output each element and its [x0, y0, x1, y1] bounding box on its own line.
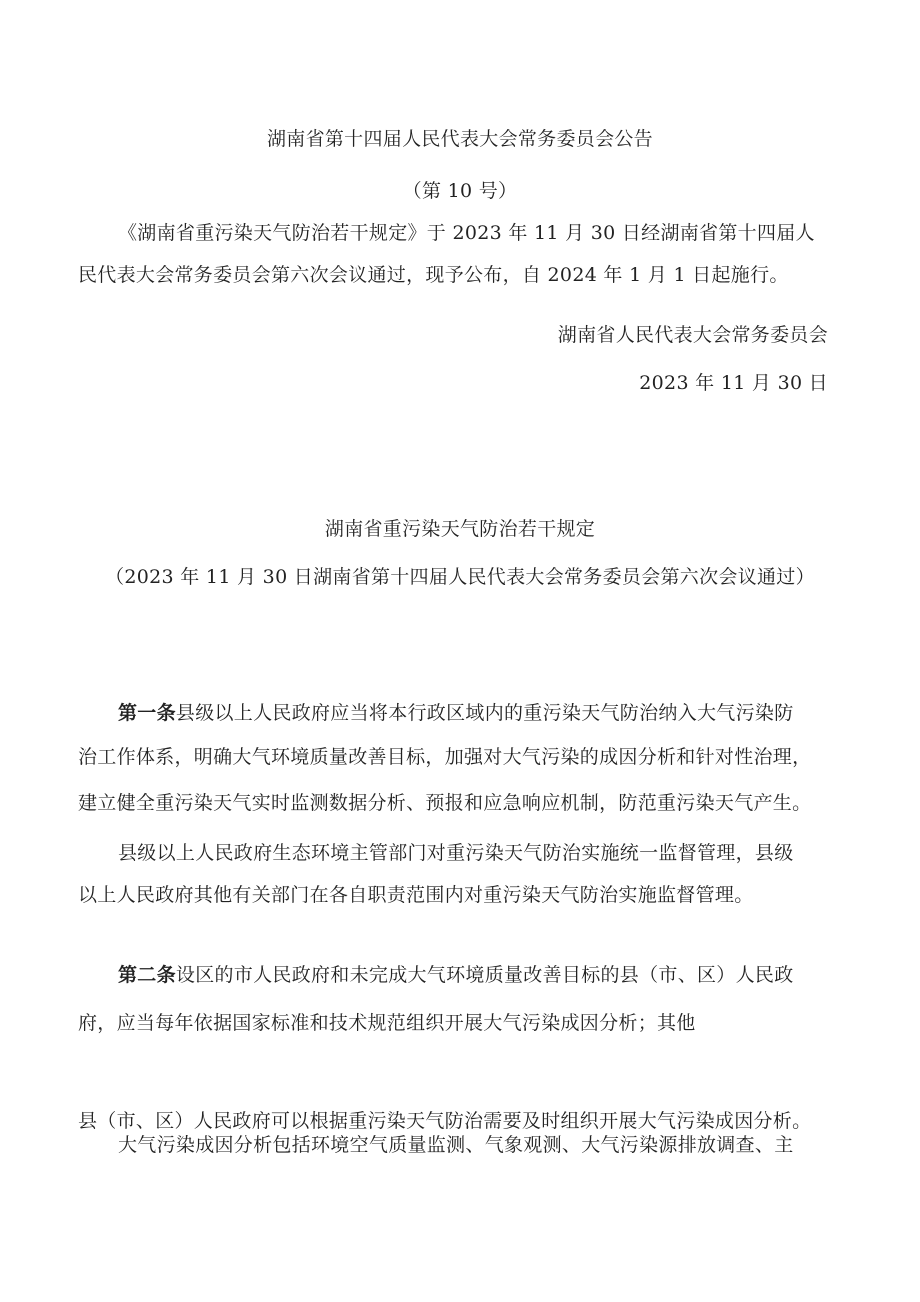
- article-2-text: 设区的市人民政府和未完成大气环境质量改善目标的县（市、区）人民政: [175, 964, 794, 986]
- article-1-para-2-line-1: 县级以上人民政府生态环境主管部门对重污染天气防治实施统一监督管理，县级: [118, 842, 794, 864]
- announcement-number: （第 10 号）: [402, 180, 518, 202]
- announcement-title: 湖南省第十四届人民代表大会常务委员会公告: [266, 128, 653, 150]
- regulation-title: 湖南省重污染天气防治若干规定: [324, 518, 596, 540]
- announcement-signatory: 湖南省人民代表大会常务委员会: [557, 324, 828, 346]
- article-2-para-2-line-1: 大气污染成因分析包括环境空气质量监测、气象观测、大气污染源排放调查、主: [118, 1134, 794, 1156]
- article-2-label: 第二条: [118, 964, 176, 986]
- article-1-line-3: 建立健全重污染天气实时监测数据分析、预报和应急响应机制，防范重污染天气产生。: [78, 792, 812, 814]
- article-2-line-3: 县（市、区）人民政府可以根据重污染天气防治需要及时组织开展大气污染成因分析。: [78, 1110, 812, 1132]
- article-1-label: 第一条: [118, 702, 176, 724]
- announcement-body-line-1: 《湖南省重污染天气防治若干规定》于 2023 年 11 月 30 日经湖南省第十四届人: [118, 222, 815, 244]
- regulation-subtitle: （2023 年 11 月 30 日湖南省第十四届人民代表大会常务委员会第六次会议通过）: [105, 566, 815, 588]
- announcement-body-line-2: 民代表大会常务委员会第六次会议通过，现予公布，自 2024 年 1 月 1 日起施行。: [78, 264, 789, 286]
- article-1-line-2: 治工作体系，明确大气环境质量改善目标，加强对大气污染的成因分析和针对性治理，: [78, 746, 812, 768]
- article-2-line-1: [118, 962, 794, 988]
- article-2-line-2: 府，应当每年依据国家标准和技术规范组织开展大气污染成因分析；其他: [78, 1012, 696, 1034]
- article-1-text: 县级以上人民政府应当将本行政区域内的重污染天气防治纳入大气污染防: [175, 702, 794, 724]
- announcement-date: 2023 年 11 月 30 日: [639, 372, 828, 394]
- article-1-para-2-line-2: 以上人民政府其他有关部门在各自职责范围内对重污染天气防治实施监督管理。: [78, 884, 754, 906]
- article-1-line-1: [118, 700, 794, 726]
